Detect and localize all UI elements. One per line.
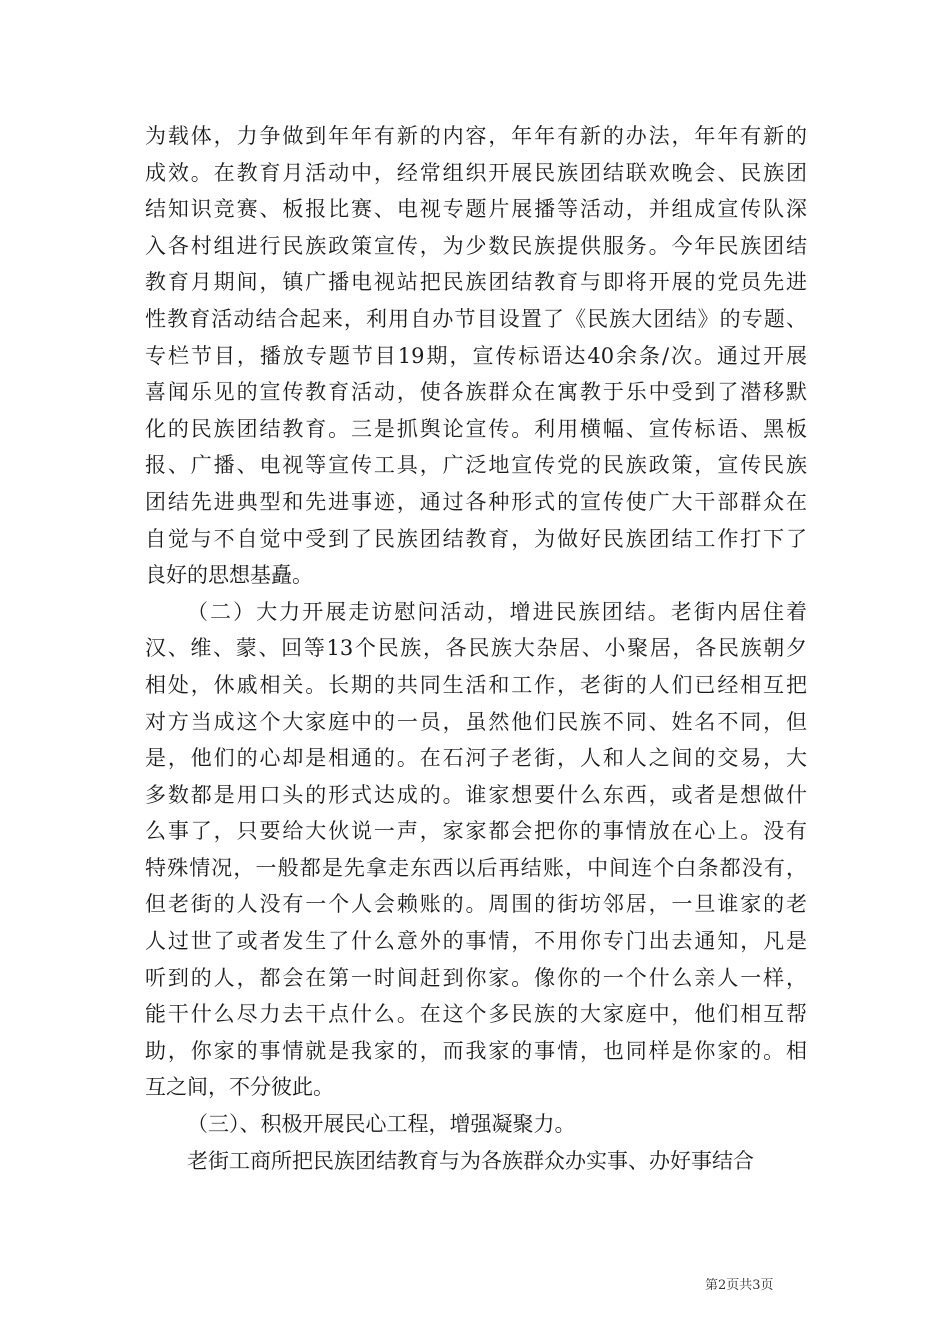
text-line: 汉、维、蒙、回等13个民族，各民族大杂居、小聚居，各民族朝夕 [145,636,807,661]
text-line: 是，他们的心却是相通的。在石河子老街，人和人之间的交易，大 [145,746,807,771]
text-line: 能干什么尽力去干点什么。在这个多民族的大家庭中，他们相互帮 [145,1002,807,1027]
text-line: 化的民族团结教育。三是抓舆论宣传。利用横幅、宣传标语、黑板 [145,416,807,441]
text-line: 老街工商所把民族团结教育与为各族群众办实事、办好事结合 [187,1148,754,1173]
body-text [145,118,807,1179]
text-line: 相处，休戚相关。长期的共同生活和工作，老街的人们已经相互把 [145,672,807,697]
text-line: 报、广播、电视等宣传工具，广泛地宣传党的民族政策，宣传民族 [145,453,807,478]
section-heading-line: （二）大力开展走访慰问活动，增进民族团结。老街内居住着 [187,599,807,624]
text-line: 教育月期间，镇广播电视站把民族团结教育与即将开展的党员先进 [145,270,807,295]
text-line: 入各村组进行民族政策宣传，为少数民族提供服务。今年民族团结 [145,233,807,258]
text-line: 助，你家的事情就是我家的，而我家的事情，也同样是你家的。相 [145,1038,807,1063]
text-line: 听到的人，都会在第一时间赶到你家。像你的一个什么亲人一样， [145,965,807,990]
text-line: 结知识竞赛、板报比赛、电视专题片展播等活动，并组成宣传队深 [145,197,807,222]
text-line: 性教育活动结合起来，利用自办节目设置了《民族大团结》的专题、 [145,306,807,331]
text-line: 为载体，力争做到年年有新的内容，年年有新的办法，年年有新的 [145,124,807,148]
text-line: 自觉与不自觉中受到了民族团结教育，为做好民族团结工作打下了 [145,526,807,551]
text-line: 特殊情况，一般都是先拿走东西以后再结账，中间连个白条都没有， [145,855,807,880]
text-line: 成效。在教育月活动中，经常组织开展民族团结联欢晚会、民族团 [145,160,807,185]
text-line: 多数都是用口头的形式达成的。谁家想要什么东西，或者是想做什 [145,782,807,807]
section-heading-line: （三）、积极开展民心工程，增强凝聚力。 [187,1112,576,1137]
page-number: 第2页共3页 [705,1278,774,1293]
text-line: 专栏节目，播放专题节目19期，宣传标语达40余条/次。通过开展 [145,343,807,368]
text-line: 团结先进典型和先进事迹，通过各种形式的宣传使广大干部群众在 [145,489,807,514]
text-line: 互之间，不分彼此。 [145,1075,334,1100]
text-line: 喜闻乐见的宣传教育活动，使各族群众在寓教于乐中受到了潜移默 [145,380,807,405]
text-line: 良好的思想基矗。 [145,563,313,588]
text-line: 对方当成这个大家庭中的一员，虽然他们民族不同、姓名不同，但 [145,709,807,734]
text-line: 但老街的人没有一个人会赖账的。周围的街坊邻居，一旦谁家的老 [145,892,807,917]
text-line: 人过世了或者发生了什么意外的事情，不用你专门出去通知，凡是 [145,929,807,954]
text-line: 么事了，只要给大伙说一声，家家都会把你的事情放在心上。没有 [145,819,807,844]
